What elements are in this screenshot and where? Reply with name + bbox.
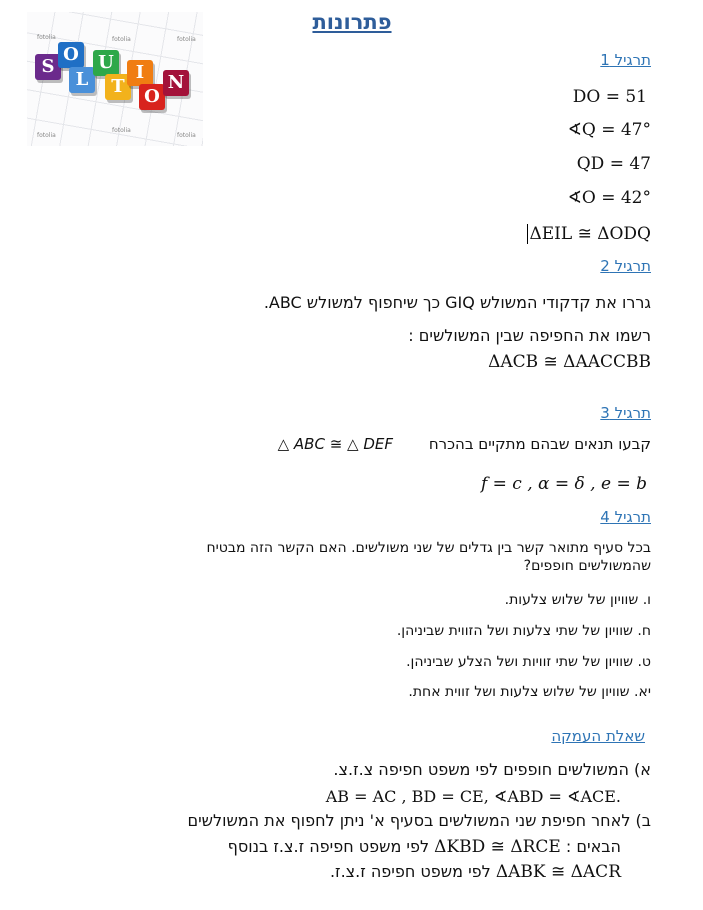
b-line2-tail: לפי משפט חפיפה ז.צ.ז בנוסף xyxy=(227,837,430,856)
cube-i: I xyxy=(127,60,153,86)
watermark: fotolia xyxy=(177,36,196,43)
watermark: fotolia xyxy=(37,132,56,139)
b-line3-tail: לפי משפט חפיפה ז.צ.ז. xyxy=(329,862,491,881)
ex2-answer: ΔACB ≅ ΔAACCBB xyxy=(488,352,651,372)
ex1-line: DO = 51 xyxy=(572,87,647,107)
ex1-line: QD = 47 xyxy=(576,154,651,174)
deep-answer-b: ב) לאחר חפיפת שני המשולשים בסעיף א' ניתן לחפוף את המשולשים xyxy=(187,811,651,830)
deep-answer-b-line3 xyxy=(330,862,621,882)
ex2-prompt: רשמו את החפיפה שבין המשולשים : xyxy=(408,326,651,345)
deep-answer-a: א) המשולשים חופפים לפי משפט חפיפה צ.ז.צ. xyxy=(333,760,651,779)
exercise-4-heading[interactable]: תרגיל 4 xyxy=(600,508,651,526)
b-line2-text: הבאים : xyxy=(565,837,621,856)
cube-t: T xyxy=(105,74,131,100)
deep-answer-b-line2 xyxy=(228,837,621,857)
deep-answer-a-math: AB = AC , BD = CE, ∢ABD = ∢ACE. xyxy=(325,787,621,806)
watermark: fotolia xyxy=(37,34,56,41)
cube-n: N xyxy=(163,70,189,96)
ex2-instruction: גררו את קדקודי המשולש GIQ כך שיחפוף למשולש ABC. xyxy=(263,293,651,312)
ex3-statement: △ ABC ≅ △ DEF xyxy=(277,435,393,453)
watermark: fotolia xyxy=(177,132,196,139)
watermark: fotolia xyxy=(112,36,131,43)
ex4-item: יא. שוויון של שלוש צלעות ושל זווית אחת. xyxy=(408,684,651,700)
ex4-question: שהמשולשים חופפים? xyxy=(523,558,651,574)
cube-u: U xyxy=(93,50,119,76)
ex4-item: ט. שוויון של שתי זוויות ושל הצלע שביניהן. xyxy=(406,654,651,670)
exercise-1-heading[interactable]: תרגיל 1 xyxy=(600,51,651,69)
cube-l: L xyxy=(69,67,95,93)
cube-o2: O xyxy=(139,84,165,110)
ex1-line: ∢Q = 47° xyxy=(567,120,651,140)
ex4-item: ח. שוויון של שתי צלעות ושל הזווית שביניהן. xyxy=(396,623,651,639)
ex3-answer: f = c , α = δ , e = b xyxy=(480,474,647,494)
ex3-instruction: קבעו תנאים שבהם מתקיים בהכרח xyxy=(428,435,651,453)
cube-o: O xyxy=(58,42,84,68)
deepening-question-heading[interactable]: שאלת העמקה xyxy=(551,727,645,745)
exercise-2-heading[interactable]: תרגיל 2 xyxy=(600,257,651,275)
cube-s: S xyxy=(35,54,61,80)
b-line2-math: ΔKBD ≅ ΔRCE xyxy=(434,837,561,857)
ex1-answer-field[interactable]: ΔEIL ≅ ΔODQ xyxy=(529,224,651,244)
watermark: fotolia xyxy=(112,127,131,134)
exercise-3-heading[interactable]: תרגיל 3 xyxy=(600,404,651,422)
ex1-line: ∢O = 42° xyxy=(567,188,651,208)
page-title: פתרונות xyxy=(312,10,392,34)
ex4-question: בכל סעיף מתואר קשר בין גדלים של שני משולשים. האם הקשר הזה מבטיח xyxy=(206,540,651,556)
ex4-item: ו. שוויון של שלוש צלעות. xyxy=(504,592,651,608)
b-line3-math: ΔABK ≅ ΔACR xyxy=(495,862,621,882)
solution-cubes-image xyxy=(27,12,203,146)
